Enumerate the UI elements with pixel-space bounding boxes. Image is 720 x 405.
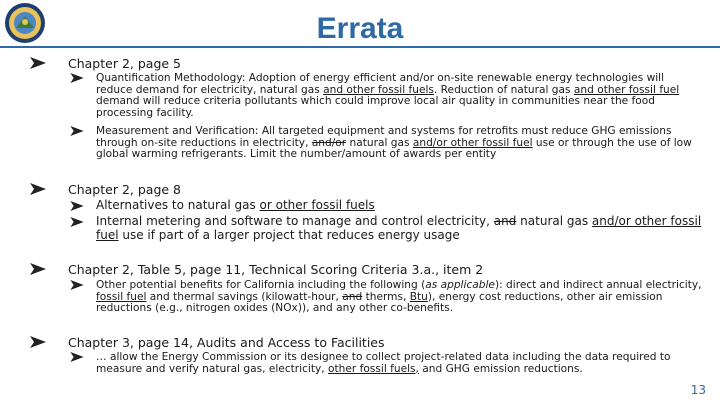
inserted-text: fossil fuel (96, 290, 147, 303)
inserted-text: and other fossil fuel (573, 83, 680, 96)
text-segment: Measurement and Verification: All targeted equipment and systems for retrofits must reduce GHG emissions through on-site reductions in electricity, (96, 125, 672, 149)
text-segment: therms, (362, 290, 410, 303)
text-segment: ), energy cost reductions, other air emission reductions (e.g., nitrogen oxides (NOx)), and any other co-benefits. (96, 290, 663, 315)
text-segment: as applicable (425, 279, 495, 291)
deleted-text: and (493, 214, 517, 228)
text-segment: demand will reduce criteria pollutants which could improve local air quality in communities near the food processing facility. (96, 95, 655, 119)
text-segment: (kilowatt-hour, (261, 290, 343, 303)
text-segment: … allow the Energy Commission or its designee to collect project-related data including the data required to measure and verify natural gas, electricity, (96, 351, 671, 375)
bullet-text (96, 73, 702, 119)
bullet-text (96, 352, 702, 375)
arrow-bullet-icon (30, 183, 46, 195)
deleted-text: and (342, 290, 363, 303)
bullet-item (70, 280, 702, 315)
bullet-text (96, 215, 702, 242)
section-heading: Chapter 3, page 14, Audits and Access to Facilities (30, 335, 385, 350)
bullet-item (70, 126, 702, 161)
bullet-item (70, 199, 702, 213)
text-segment: Other potential benefits for California including the following ( (96, 279, 426, 291)
arrow-bullet-icon (30, 263, 46, 275)
text-segment: ): direct and indirect annual electricity, (494, 279, 702, 291)
deleted-text: and/or (311, 136, 347, 149)
text-segment: Quantification Methodology: Adoption of energy efficient and/or on-site renewable energy technologies will reduce demand for electricity, natural gas (96, 72, 665, 96)
inserted-text: and/or other fossil fuel (412, 136, 533, 149)
page-number: 13 (690, 383, 706, 397)
inserted-text: and other fossil fuels (323, 83, 434, 96)
text-segment: use or through the use of low global warming refrigerants. Limit the number/amount of awards per entity (96, 136, 692, 161)
arrow-bullet-icon (70, 73, 84, 83)
arrow-bullet-icon (70, 280, 84, 290)
bullet-text (96, 126, 702, 161)
title-divider (0, 46, 720, 48)
page-title: Errata (316, 12, 404, 45)
text-segment: Alternatives to natural gas (96, 198, 260, 212)
text-segment: . Reduction of natural gas (433, 83, 574, 96)
text-segment: and GHG emission reductions. (418, 362, 583, 375)
inserted-text: and/or other fossil fuel (96, 214, 702, 242)
arrow-bullet-icon (70, 217, 84, 227)
inserted-text: or other fossil fuels (259, 198, 375, 212)
arrow-bullet-icon (70, 201, 84, 211)
inserted-text: Btu (409, 290, 428, 303)
bullet-item (70, 73, 702, 119)
section-heading: Chapter 2, Table 5, page 11, Technical Scoring Criteria 3.a., item 2 (30, 262, 483, 277)
text-segment: and thermal savings (146, 290, 262, 303)
arrow-bullet-icon (70, 126, 84, 136)
bullet-text (96, 280, 702, 315)
bullet-item (70, 215, 702, 242)
arrow-bullet-icon (70, 352, 84, 362)
section-heading: Chapter 2, page 5 (30, 56, 181, 71)
arrow-bullet-icon (30, 57, 46, 69)
text-segment: use if part of a larger project that reduces energy usage (118, 227, 460, 242)
text-segment: natural gas (346, 136, 413, 149)
text-segment: Internal metering and software to manage and control electricity, (96, 214, 494, 228)
inserted-text: other fossil fuels, (328, 362, 419, 375)
section-heading: Chapter 2, page 8 (30, 182, 181, 197)
arrow-bullet-icon (30, 336, 46, 348)
text-segment: natural gas (516, 214, 592, 228)
bullet-item (70, 352, 702, 375)
bullet-text (96, 199, 702, 213)
